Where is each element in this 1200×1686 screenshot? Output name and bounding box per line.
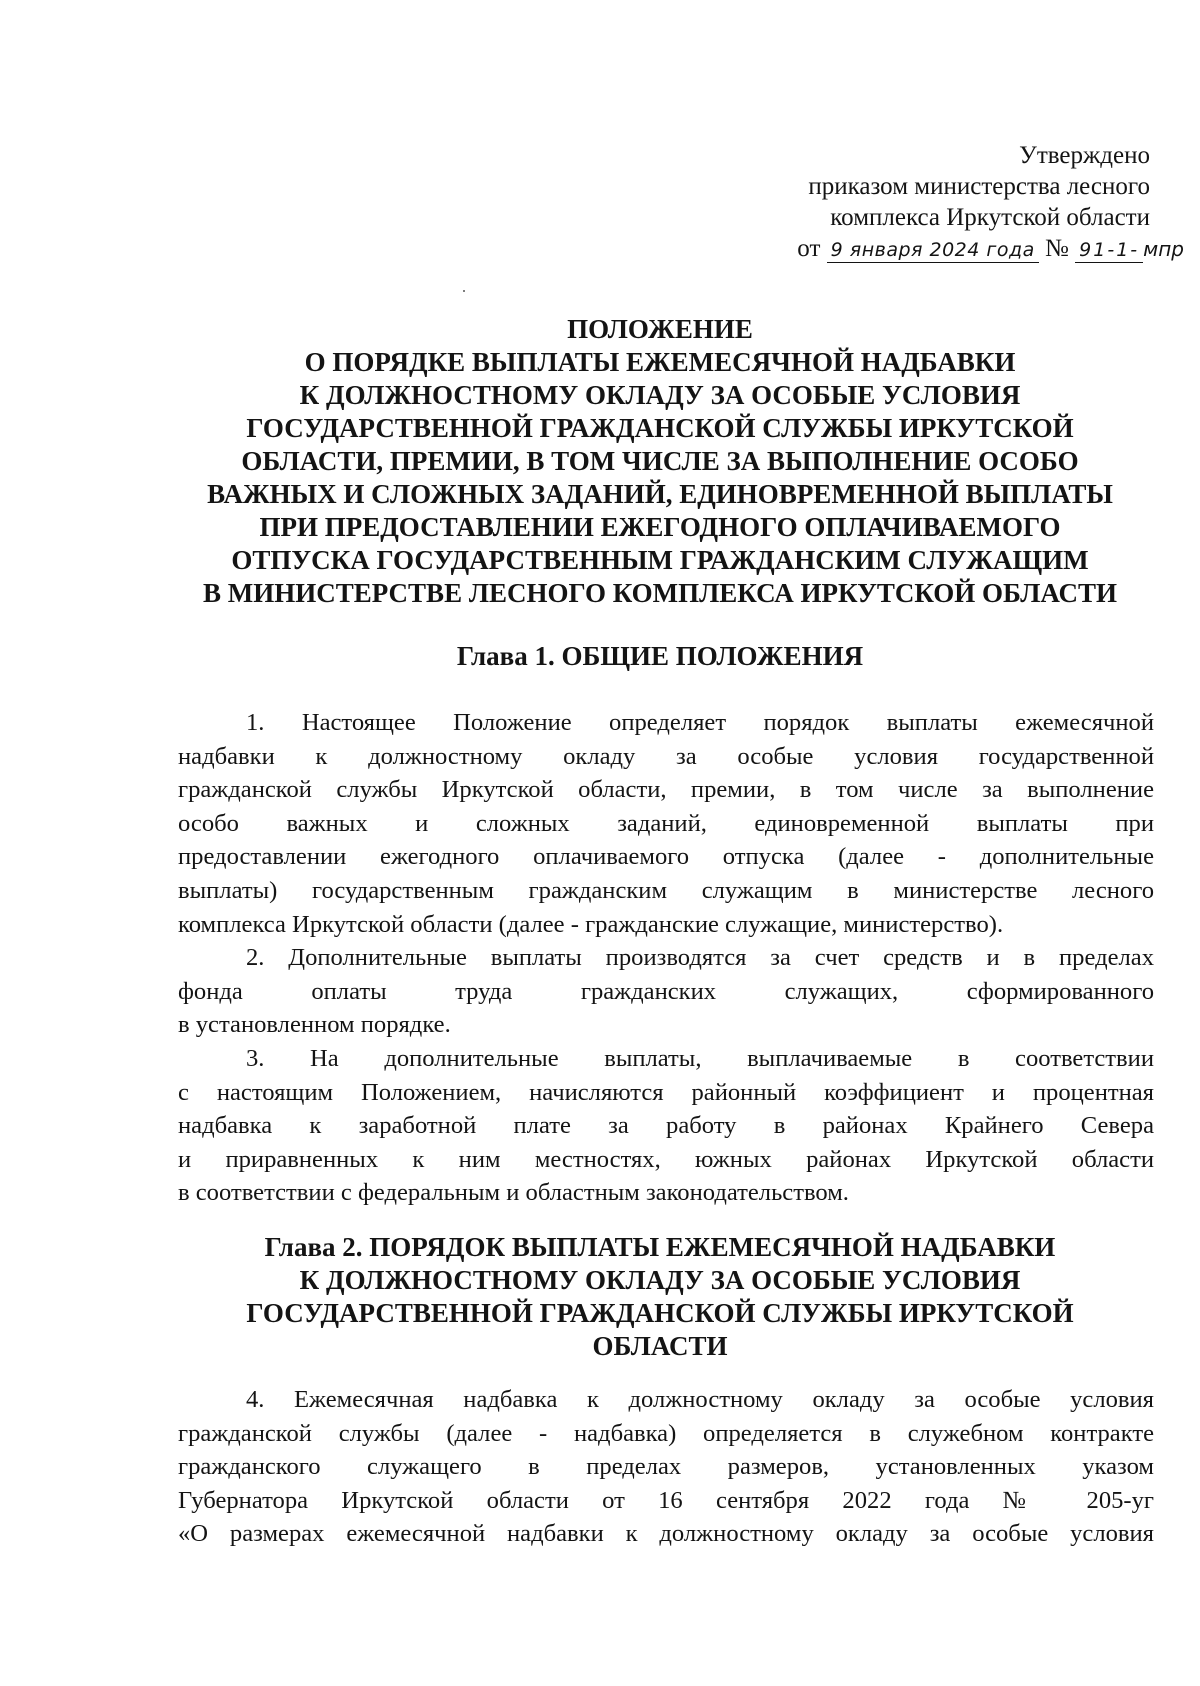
- paragraph-line: комплекса Иркутской области (далее - гражданские служащие, министерство).: [178, 910, 1004, 938]
- approval-order-line: [700, 233, 1184, 266]
- chapter-2-heading-line: ГОСУДАРСТВЕННОЙ ГРАЖДАНСКОЙ СЛУЖБЫ ИРКУТСКОЙ: [246, 1298, 1074, 1328]
- paragraph-line: надбавки к должностному окладу за особые условия государственной: [178, 742, 1154, 770]
- paragraph-line: в соответствии с федеральным и областным законодательством.: [178, 1179, 849, 1207]
- paragraph-line: надбавка к заработной плате за работу в районах Крайнего Севера: [178, 1112, 1154, 1140]
- paragraph-line: гражданского служащего в пределах размеров, установленных указом: [178, 1453, 1154, 1481]
- approval-stamp-block: [700, 140, 1184, 266]
- paragraph-line: особо важных и сложных заданий, единовременной выплаты при: [178, 809, 1154, 837]
- title-line: В МИНИСТЕРСТВЕ ЛЕСНОГО КОМПЛЕКСА ИРКУТСКОЙ ОБЛАСТИ: [202, 578, 1118, 608]
- paragraph-line: выплаты) государственным гражданским служащим в министерстве лесного: [178, 876, 1154, 904]
- approval-number-sign: №: [1045, 235, 1069, 262]
- approval-line-1: Утверждено: [1019, 142, 1150, 169]
- title-line: ОТПУСКА ГОСУДАРСТВЕННЫМ ГРАЖДАНСКИМ СЛУЖАЩИМ: [231, 545, 1089, 575]
- title-line: ПОЛОЖЕНИЕ: [567, 314, 753, 344]
- title-line: ОБЛАСТИ, ПРЕМИИ, В ТОМ ЧИСЛЕ ЗА ВЫПОЛНЕНИЕ ОСОБО: [241, 446, 1079, 476]
- title-line: О ПОРЯДКЕ ВЫПЛАТЫ ЕЖЕМЕСЯЧНОЙ НАДБАВКИ: [304, 347, 1016, 377]
- chapter-1-heading: Глава 1. ОБЩИЕ ПОЛОЖЕНИЯ: [456, 641, 864, 671]
- paragraph-line: 2. Дополнительные выплаты производятся за счет средств и в пределах: [246, 944, 1154, 971]
- document-title: [160, 313, 1160, 610]
- paragraph-2: [178, 941, 1154, 1042]
- approval-handwritten-number: 91-1-: [1075, 239, 1143, 263]
- paragraph-line: с настоящим Положением, начисляются районный коэффициент и процентная: [178, 1078, 1154, 1106]
- paragraph-line: гражданской службы Иркутской области, премии, в том числе за выполнение: [178, 776, 1154, 804]
- paragraph-line: гражданской службы (далее - надбавка) определяется в служебном контракте: [178, 1419, 1154, 1447]
- title-line: ПРИ ПРЕДОСТАВЛЕНИИ ЕЖЕГОДНОГО ОПЛАЧИВАЕМОГО: [259, 512, 1061, 542]
- paragraph-3: [178, 1042, 1154, 1210]
- title-line: К ДОЛЖНОСТНОМУ ОКЛАДУ ЗА ОСОБЫЕ УСЛОВИЯ: [299, 380, 1021, 410]
- paragraph-line: «О размерах ежемесячной надбавки к должностному окладу за особые условия: [178, 1520, 1154, 1548]
- paragraph-line: Губернатора Иркутской области от 16 сентября 2022 года № 205-уг: [178, 1486, 1154, 1514]
- approval-line-2: приказом министерства лесного: [808, 173, 1150, 200]
- paragraph-line: фонда оплаты труда гражданских служащих, сформированного: [178, 977, 1154, 1005]
- paragraph-4: [178, 1383, 1154, 1551]
- approval-line-3: комплекса Иркутской области: [830, 204, 1150, 231]
- approval-handwritten-date: 9 января 2024 года: [827, 239, 1039, 263]
- approval-handwritten-number-suffix: мпр: [1143, 237, 1184, 261]
- paragraph-line: и приравненных к ним местностях, южных районах Иркутской области: [178, 1145, 1154, 1173]
- paragraph-line: 3. На дополнительные выплаты, выплачиваемые в соответствии: [246, 1045, 1154, 1072]
- approval-from-prefix: от: [797, 235, 821, 262]
- chapter-2-heading-line: К ДОЛЖНОСТНОМУ ОКЛАДУ ЗА ОСОБЫЕ УСЛОВИЯ: [299, 1265, 1021, 1295]
- paragraph-line: 4. Ежемесячная надбавка к должностному окладу за особые условия: [246, 1386, 1154, 1413]
- scan-speck: [463, 290, 465, 292]
- chapter-2-heading: [160, 1231, 1160, 1363]
- paragraph-1: [178, 706, 1154, 941]
- paragraph-line: в установленном порядке.: [178, 1011, 451, 1039]
- chapter-2-heading-line: ОБЛАСТИ: [592, 1331, 728, 1361]
- chapter-2-heading-line: Глава 2. ПОРЯДОК ВЫПЛАТЫ ЕЖЕМЕСЯЧНОЙ НАДБАВКИ: [264, 1232, 1056, 1262]
- paragraph-line: предоставлении ежегодного оплачиваемого отпуска (далее - дополнительные: [178, 843, 1154, 871]
- paragraph-line: 1. Настоящее Положение определяет порядок выплаты ежемесячной: [246, 709, 1154, 736]
- title-line: ВАЖНЫХ И СЛОЖНЫХ ЗАДАНИЙ, ЕДИНОВРЕМЕННОЙ ВЫПЛАТЫ: [207, 479, 1113, 509]
- title-line: ГОСУДАРСТВЕННОЙ ГРАЖДАНСКОЙ СЛУЖБЫ ИРКУТСКОЙ: [246, 413, 1074, 443]
